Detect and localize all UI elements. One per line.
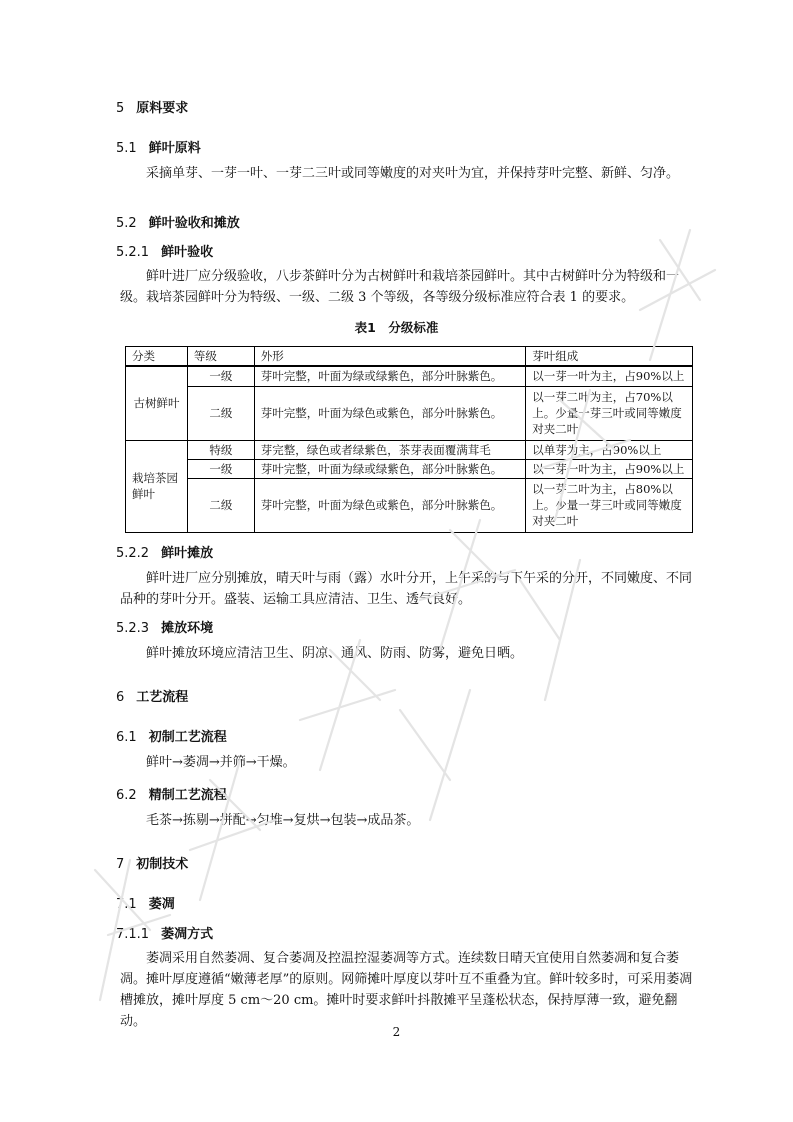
heading-5-2-2 xyxy=(116,542,213,561)
column-header: 芽叶组成 xyxy=(526,347,693,367)
composition-cell: 以单芽为主，占90%以上 xyxy=(526,440,693,459)
heading-number: 5.2.1 xyxy=(116,245,150,260)
heading-title: 萎凋方式 xyxy=(161,927,214,942)
table-caption: 表1 分级标准 xyxy=(354,320,439,335)
heading-5-2 xyxy=(116,212,240,231)
heading-5 xyxy=(116,97,188,116)
heading-number: 5 xyxy=(116,101,125,116)
heading-number: 5.2.2 xyxy=(116,546,150,561)
grade-cell: 二级 xyxy=(187,386,254,440)
heading-6 xyxy=(116,686,188,705)
paragraph-5-2-3: 鲜叶摊放环境应清洁卫生、阴凉、通风、防雨、防雾，避免日晒。 xyxy=(146,646,524,661)
heading-number: 5.2 xyxy=(116,216,137,231)
grade-cell: 一级 xyxy=(187,459,254,478)
table-row xyxy=(126,478,693,532)
heading-number: 7.1.1 xyxy=(116,927,150,942)
paragraph-5-2-1: 鲜叶进厂应分级验收，八步茶鲜叶分为古树鲜叶和栽培茶园鲜叶。其中古树鲜叶分为特级和一级。栽培茶园鲜叶分为特级、一级、二级 3 个等级，各等级分级标准应符合表 1 的要求。 xyxy=(120,269,680,305)
composition-cell: 以一芽一叶为主，占90%以上 xyxy=(526,366,693,386)
shape-cell: 芽叶完整，叶面为绿或绿紫色，部分叶脉紫色。 xyxy=(254,459,525,478)
page-number: 2 xyxy=(392,1025,401,1039)
heading-title: 精制工艺流程 xyxy=(148,788,227,803)
heading-7-1 xyxy=(116,893,175,912)
paragraph-5-1: 采摘单芽、一芽一叶、一芽二三叶或同等嫩度的对夹叶为宜，并保持芽叶完整、新鲜、匀净。 xyxy=(146,166,680,181)
grade-table xyxy=(125,346,693,533)
heading-number: 6.1 xyxy=(116,730,137,745)
paragraph-6-2: 毛茶→拣剔→拼配→匀堆→复烘→包装→成品茶。 xyxy=(146,813,420,828)
heading-7-1-1 xyxy=(116,923,213,942)
composition-cell: 以一芽二叶为主，占80%以上。少量一芽三叶或同等嫩度对夹二叶 xyxy=(526,478,693,532)
heading-title: 萎凋 xyxy=(148,897,175,912)
heading-title: 鲜叶验收 xyxy=(161,245,214,260)
category-cell: 栽培茶园鲜叶 xyxy=(126,440,188,532)
category-cell: 古树鲜叶 xyxy=(126,366,188,440)
grade-cell: 二级 xyxy=(187,478,254,532)
heading-title: 初制技术 xyxy=(136,857,189,872)
heading-5-2-3 xyxy=(116,617,213,636)
table-row xyxy=(126,459,693,478)
heading-6-1 xyxy=(116,726,227,745)
heading-number: 7 xyxy=(116,857,125,872)
heading-title: 鲜叶验收和摊放 xyxy=(148,216,240,231)
composition-cell: 以一芽一叶为主，占90%以上 xyxy=(526,459,693,478)
heading-number: 5.2.3 xyxy=(116,621,150,636)
heading-number: 6.2 xyxy=(116,788,137,803)
table-header-row xyxy=(126,347,693,367)
heading-5-1 xyxy=(116,137,201,156)
column-header: 等级 xyxy=(187,347,254,367)
shape-cell: 芽叶完整，叶面为绿色或紫色，部分叶脉紫色。 xyxy=(254,478,525,532)
grade-cell: 特级 xyxy=(187,440,254,459)
grade-cell: 一级 xyxy=(187,366,254,386)
heading-title: 鲜叶摊放 xyxy=(161,546,214,561)
paragraph-5-2-2: 鲜叶进厂应分别摊放，晴天叶与雨（露）水叶分开，上午采的与下午采的分开，不同嫩度、不同品种的芽叶分开。盛装、运输工具应清洁、卫生、透气良好。 xyxy=(120,571,693,607)
heading-title: 工艺流程 xyxy=(136,690,189,705)
paragraph-6-1: 鲜叶→萎凋→并筛→干燥。 xyxy=(146,755,296,770)
table-row xyxy=(126,440,693,459)
heading-title: 原料要求 xyxy=(136,101,189,116)
shape-cell: 芽叶完整，叶面为绿色或紫色，部分叶脉紫色。 xyxy=(254,386,525,440)
shape-cell: 芽叶完整，叶面为绿或绿紫色，部分叶脉紫色。 xyxy=(254,366,525,386)
heading-6-2 xyxy=(116,784,227,803)
heading-number: 6 xyxy=(116,690,125,705)
heading-number: 5.1 xyxy=(116,141,137,156)
table-row xyxy=(126,386,693,440)
heading-5-2-1 xyxy=(116,241,213,260)
heading-title: 摊放环境 xyxy=(161,621,214,636)
heading-title: 初制工艺流程 xyxy=(148,730,227,745)
heading-number: 7.1 xyxy=(116,897,137,912)
table-row xyxy=(126,366,693,386)
column-header: 分类 xyxy=(126,347,188,367)
paragraph-7-1-1: 萎凋采用自然萎凋、复合萎凋及控温控湿萎凋等方式。连续数日晴天宜使用自然萎凋和复合萎凋。摊叶厚度遵循“嫩薄老厚”的原则。网筛摊叶厚度以芽叶互不重叠为宜。鲜叶较多时，可采用萎凋槽摊放，摊叶厚度 5 cm～20 cm。摊叶时要求鲜叶抖散摊平呈蓬松状态，保持厚薄一致，避免翻动。 xyxy=(120,951,693,1029)
heading-title: 鲜叶原料 xyxy=(148,141,201,156)
composition-cell: 以一芽二叶为主，占70%以上。少量一芽三叶或同等嫩度对夹二叶 xyxy=(526,386,693,440)
heading-7 xyxy=(116,853,188,872)
shape-cell: 芽完整，绿色或者绿紫色，茶芽表面覆满茸毛 xyxy=(254,440,525,459)
column-header: 外形 xyxy=(254,347,525,367)
